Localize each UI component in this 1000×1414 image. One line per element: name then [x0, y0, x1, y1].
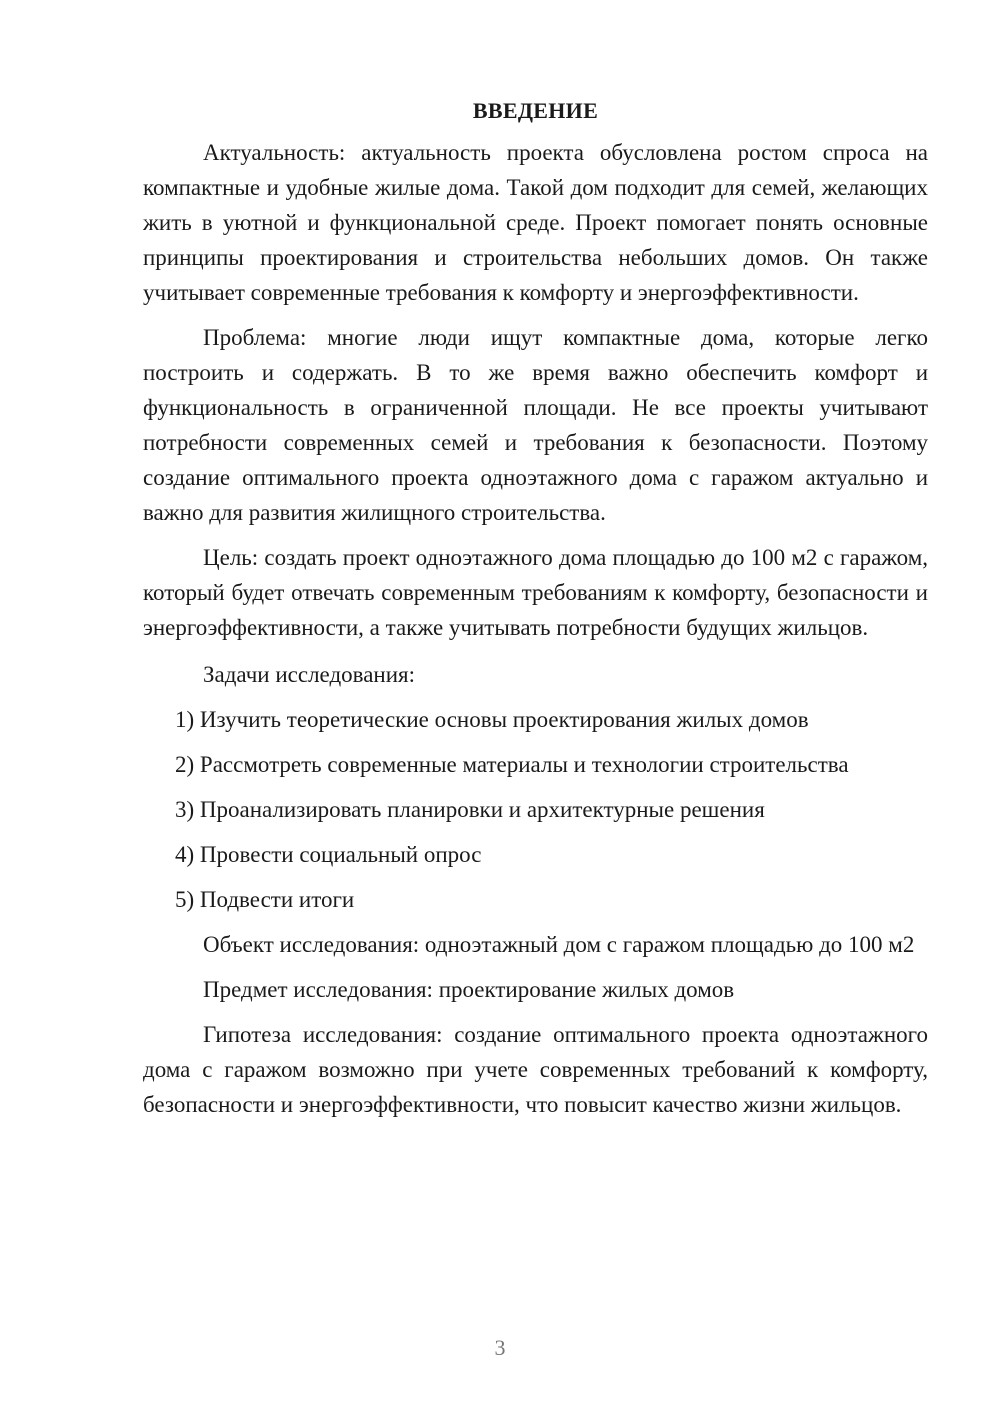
- task-item-3: 3) Проанализировать планировки и архитектурные решения: [175, 797, 765, 822]
- section-title: ВВЕДЕНИЕ: [472, 98, 599, 123]
- subject-paragraph: Предмет исследования: проектирование жилых домов: [203, 977, 735, 1002]
- tasks-heading: Задачи исследования:: [203, 662, 416, 687]
- object-paragraph: Объект исследования: одноэтажный дом с гаражом площадью до 100 м2: [203, 932, 915, 957]
- problem-paragraph: Проблема: многие люди ищут компактные дома, которые легко построить и содержать. В то же время важно обеспечить комфорт и функциональность в ограниченной площади. Не все проекты учитывают потребности современных семей и требования к безопасности. Поэтому создание оптимального проекта одноэтажного дома с гаражом актуально и важно для развития жилищного строительства.: [143, 325, 928, 525]
- task-item-1: 1) Изучить теоретические основы проектирования жилых домов: [175, 707, 809, 732]
- tasks-list: [143, 702, 928, 917]
- task-item-4: 4) Провести социальный опрос: [175, 842, 482, 867]
- goal-paragraph: Цель: создать проект одноэтажного дома площадью до 100 м2 с гаражом, который будет отвечать современным требованиям к комфорту, безопасности и энергоэффективности, а также учитывать потребности будущих жильцов.: [143, 545, 928, 640]
- task-item-2: 2) Рассмотреть современные материалы и технологии строительства: [175, 752, 849, 777]
- task-item-5: 5) Подвести итоги: [175, 887, 355, 912]
- document-page: [143, 96, 928, 1122]
- page-number: 3: [494, 1335, 506, 1360]
- hypothesis-paragraph: Гипотеза исследования: создание оптимального проекта одноэтажного дома с гаражом возможно при учете современных требований к комфорту, безопасности и энергоэффективности, что повысит качество жизни жильцов.: [143, 1022, 928, 1117]
- relevance-paragraph: Актуальность: актуальность проекта обусловлена ростом спроса на компактные и удобные жилые дома. Такой дом подходит для семей, желающих жить в уютной и функциональной среде. Проект помогает понять основные принципы проектирования и строительства небольших домов. Он также учитывает современные требования к комфорту и энергоэффективности.: [143, 140, 928, 305]
